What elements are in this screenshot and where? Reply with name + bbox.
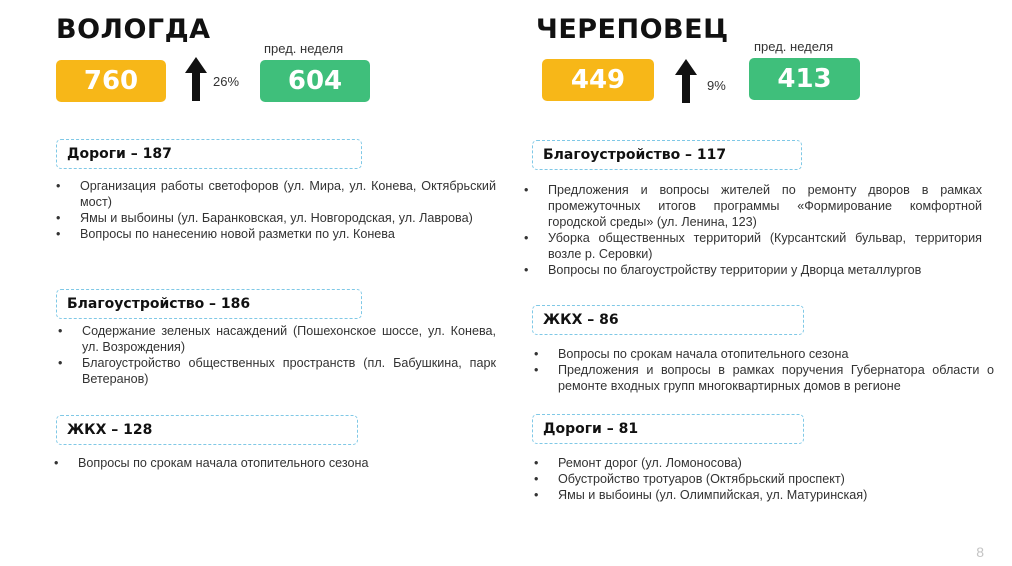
previous-count-cherepovets: 413 — [749, 58, 860, 100]
category-list — [52, 455, 496, 471]
prev-week-label-cherepovets: пред. неделя — [754, 39, 834, 54]
list-item: • Ямы и выбоины (ул. Баранковская, ул. Новгородская, ул. Лаврова) — [54, 210, 496, 226]
arrow-up-icon — [675, 59, 697, 103]
category-header: ЖКХ – 86 — [532, 305, 804, 335]
city-title-cherepovets: ЧЕРЕПОВЕЦ — [536, 14, 729, 45]
list-item: • Обустройство тротуаров (Октябрьский проспект) — [532, 471, 992, 487]
category-list — [56, 323, 496, 387]
current-count-cherepovets: 449 — [542, 59, 654, 101]
category-header: Благоустройство – 186 — [56, 289, 362, 319]
category-header: Благоустройство – 117 — [532, 140, 802, 170]
page-number: 8 — [976, 544, 984, 560]
list-item: • Предложения и вопросы в рамках поручения Губернатора области о ремонте входных групп многоквартирных домов в регионе — [532, 362, 994, 394]
list-item: • Организация работы светофоров (ул. Мира, ул. Конева, Октябрьский мост) — [54, 178, 496, 210]
list-item: • Вопросы по благоустройству территории у Дворца металлургов — [522, 262, 982, 278]
category-list — [54, 178, 496, 242]
list-item: • Вопросы по срокам начала отопительного сезона — [52, 455, 496, 471]
category-list — [532, 455, 992, 503]
list-item: • Предложения и вопросы жителей по ремонту дворов в рамках промежуточных итогов программы «Формирование комфортной городской среды» (ул. Ленина, 123) — [522, 182, 982, 230]
change-percent-cherepovets: 9% — [707, 78, 726, 93]
category-header: ЖКХ – 128 — [56, 415, 358, 445]
list-item: • Вопросы по срокам начала отопительного сезона — [532, 346, 994, 362]
change-percent-vologda: 26% — [213, 74, 240, 89]
list-item: • Благоустройство общественных пространств (пл. Бабушкина, парк Ветеранов) — [56, 355, 496, 387]
category-header: Дороги – 81 — [532, 414, 804, 444]
list-item: • Уборка общественных территорий (Курсантский бульвар, территория возле р. Серовки) — [522, 230, 982, 262]
list-item: • Содержание зеленых насаждений (Пошехонское шоссе, ул. Конева, ул. Возрождения) — [56, 323, 496, 355]
list-item: • Ямы и выбоины (ул. Олимпийская, ул. Матуринская) — [532, 487, 992, 503]
category-header: Дороги – 187 — [56, 139, 362, 169]
list-item: • Вопросы по нанесению новой разметки по ул. Конева — [54, 226, 496, 242]
previous-count-vologda: 604 — [260, 60, 370, 102]
prev-week-label-vologda: пред. неделя — [264, 41, 344, 56]
current-count-vologda: 760 — [56, 60, 166, 102]
city-title-vologda: ВОЛОГДА — [56, 14, 211, 45]
arrow-up-icon — [185, 57, 207, 101]
category-list — [532, 346, 994, 394]
list-item: • Ремонт дорог (ул. Ломоносова) — [532, 455, 992, 471]
category-list — [522, 182, 982, 278]
